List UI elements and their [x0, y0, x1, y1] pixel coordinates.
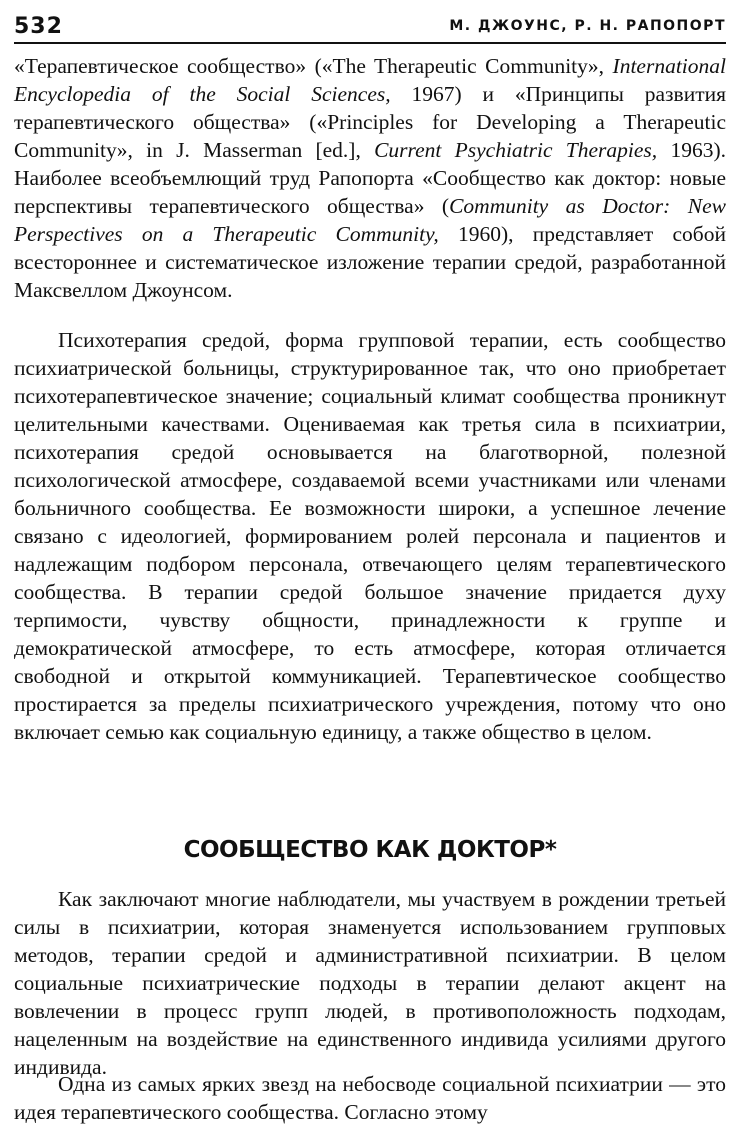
p1-italic-title-2: Current Psychiatric Therapies, [374, 138, 658, 162]
paragraph-2: Психотерапия средой, форма групповой терапии, есть сообщество психиатрической больницы, структурированное так, что оно приобретает психотерапевтическое значение; социальный климат сообщества проникнут целительными качествами. Оцениваемая как третья сила в психиатрии, психотерапия средой основывается на благотворной, полезной психологической атмосфере, создаваемой всеми участниками или членами больничного сообщества. Ее возможности широки, а успешное лечение связано с идеологией, формированием ролей персонала и пациентов и надлежащим подбором персонала, отвечающего целям терапевтического сообщества. В терапии средой большое значение придается духу терпимости, чувству общности, принадлежности к группе и демократической атмосфере, то есть атмосфере, которая отличается свободной и открытой коммуникацией. Терапевтическое сообщество простирается за пределы психиатрического учреждения, потому что оно включает семью как социальную единицу, а также общество в целом. [14, 328, 726, 744]
running-head: М. ДЖОУНС, Р. Н. РАПОПОРТ [449, 18, 726, 34]
p1-text-3: 1963). Наиболее всеобъемлющий труд Рапопорта «Сообщество как доктор: новые перспективы терапевтического общества» ( [14, 138, 726, 218]
paragraph-3: Как заключают многие наблюдатели, мы участвуем в рождении третьей силы в психиатрии, которая знаменуется использованием групповых методов, терапии средой и административной психиатрии. В целом социальные психиатрические подходы в терапии делают акцент на вовлечении в процесс групп людей, в противоположность подходам, нацеленным на воздействие на единственного индивида усилиями другого индивида. [14, 887, 726, 1079]
paragraph-references [14, 52, 726, 304]
paragraph-star [14, 1070, 726, 1126]
page-number: 532 [14, 14, 63, 39]
paragraph-1 [14, 52, 726, 304]
p1-text-1: «Терапевтическое сообщество» («The Therapeutic Community», [14, 54, 613, 78]
page-header [14, 6, 726, 44]
p1-text-2: 1967) и «Принципы развития терапевтического общества» («Principles for Developing a Therapeutic Community», in J. Masserman [ed.], [14, 82, 726, 162]
paragraph-third-force [14, 885, 726, 1081]
p1-italic-title-1: International Encyclopedia of the Social Sciences, [14, 54, 726, 106]
paragraph-4: Одна из самых ярких звезд на небосводе социальной психиатрии — это идея терапевтического сообщества. Согласно этому [14, 1072, 726, 1124]
paragraph-milieu-therapy [14, 326, 726, 746]
p1-text-4: 1960), представляет собой всестороннее и систематическое изложение терапии средой, разработанной Максвеллом Джоунсом. [14, 222, 726, 302]
section-heading: СООБЩЕСТВО КАК ДОКТОР* [183, 837, 557, 863]
p1-italic-title-3: Community as Doctor: New Perspectives on a Therapeutic Community, [14, 194, 727, 246]
